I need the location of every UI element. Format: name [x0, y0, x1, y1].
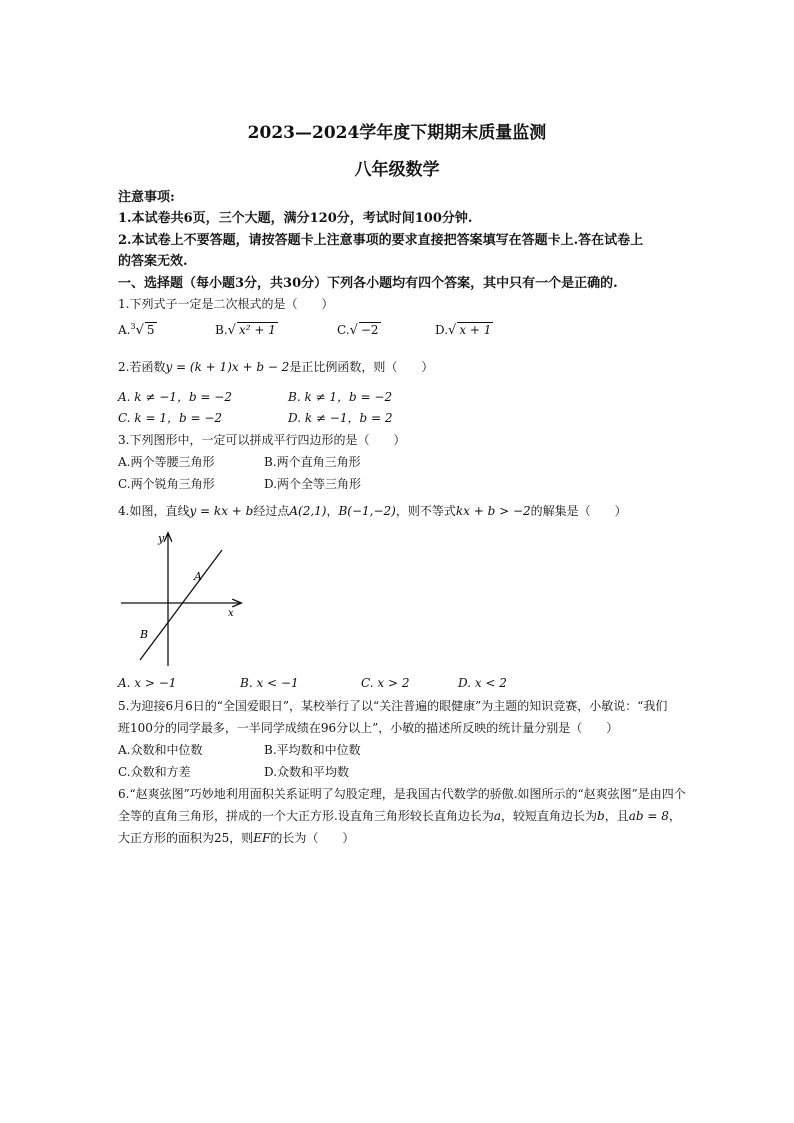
q1-option-d-radicand: x + 1 — [459, 323, 492, 337]
q1-option-a: A.$^3$√ 5 — [118, 322, 155, 338]
q6-ef: EF — [253, 831, 271, 845]
question-4-stem — [118, 502, 627, 519]
q1-option-b: B.√ x² + 1 — [215, 323, 276, 338]
section-1-heading: 一、选择题（每小题3分，共30分）下列各小题均有四个答案，其中只有一个是正确的. — [118, 276, 618, 291]
notice-heading: 注意事项: — [118, 190, 175, 205]
q2-option-b: B. k ≠ 1，b = −2 — [288, 390, 393, 404]
question-5-line1: 5.为迎接6月6日的“全国爱眼日”，某校举行了以“关注普遍的眼健康”为主题的知识竞赛，小敏说：“我们 — [118, 699, 668, 713]
q5-option-a: A.众数和中位数 — [118, 743, 203, 757]
q6-var-a: a — [493, 809, 501, 823]
q4-option-b: B. x < −1 — [240, 676, 299, 690]
exam-subject: 八年级数学 — [354, 160, 440, 180]
q4-stem-mid2: ，则不等式 — [395, 504, 456, 518]
q6-line2-mid: ，较短直角边长为 — [500, 809, 597, 823]
x-axis-label: x — [228, 608, 234, 619]
q1-option-d-label: D. — [435, 323, 449, 337]
q4-option-d: D. x < 2 — [458, 676, 507, 690]
question-6-line3 — [118, 829, 354, 846]
q4-stem-post: 的解集是（ ） — [530, 504, 627, 518]
y-axis-label: y — [158, 532, 165, 545]
q1-option-a-label: A. — [118, 323, 131, 337]
notice-item-1: 1.本试卷共6页，三个大题，满分120分，考试时间100分钟. — [118, 211, 473, 226]
q1-option-c: C.√ −2 — [337, 323, 379, 338]
question-1-stem: 1.下列式子一定是二次根式的是（ ） — [118, 297, 334, 311]
q6-line3-pre: 大正方形的面积为25，则 — [118, 831, 254, 845]
exam-title: 2023—2024学年度下期期末质量监测 — [247, 123, 547, 143]
line-kx-plus-b — [140, 550, 222, 660]
q4-inequality: kx + b > −2 — [455, 504, 531, 518]
q4-graph-figure — [118, 528, 248, 668]
q1-option-c-radicand: −2 — [360, 323, 379, 337]
question-2-stem — [118, 358, 433, 375]
q3-option-d: D.两个全等三角形 — [264, 477, 362, 491]
question-6-line2 — [118, 807, 681, 824]
question-5-line2: 班100分的同学最多，一半同学成绩在96分以上”，小敏的描述所反映的统计量分别是（ ） — [118, 721, 619, 735]
q2-option-a: A. k ≠ −1，b = −2 — [118, 390, 232, 404]
q5-option-b: B.平均数和中位数 — [264, 743, 361, 757]
q5-option-c: C.众数和方差 — [118, 765, 191, 779]
q6-ab-equation: ab = 8 — [628, 809, 669, 823]
q2-option-c: C. k = 1，b = −2 — [118, 411, 223, 425]
q1-option-b-label: B. — [215, 323, 228, 337]
q6-line2-end: ， — [668, 809, 681, 823]
q6-line2-pre: 全等的直角三角形，拼成的一个大正方形.设直角三角形较长直角边长为 — [118, 809, 494, 823]
q6-line2-mid2: ，且 — [604, 809, 629, 823]
q4-stem-pre: 4.如图，直线 — [118, 504, 190, 518]
point-a-label: A — [194, 570, 202, 583]
q4-option-c: C. x > 2 — [361, 676, 410, 690]
notice-item-2-line1: 2.本试卷上不要答题，请按答题卡上注意事项的要求直接把答案填写在答题卡上.答在试卷上 — [118, 233, 644, 248]
q1-option-c-label: C. — [337, 323, 350, 337]
q3-option-a: A.两个等腰三角形 — [118, 455, 215, 469]
q6-var-b: b — [597, 809, 605, 823]
q2-option-d: D. k ≠ −1，b = 2 — [288, 411, 393, 425]
q4-stem-mid: 经过点 — [253, 504, 290, 518]
q6-line3-post: 的长为（ ） — [270, 831, 355, 845]
q1-option-b-radicand: x² + 1 — [238, 323, 276, 337]
q3-option-c: C.两个锐角三角形 — [118, 477, 215, 491]
notice-item-2-line2: 的答案无效. — [118, 254, 188, 269]
q3-option-b: B.两个直角三角形 — [264, 455, 361, 469]
q1-option-a-radicand: 5 — [146, 323, 155, 337]
q5-option-d: D.众数和平均数 — [264, 765, 350, 779]
q2-stem-post: 是正比例函数，则（ ） — [289, 360, 434, 374]
q4-line-equation: y = kx + b — [189, 504, 254, 518]
q4-option-a: A. x > −1 — [118, 676, 177, 690]
q1-option-a-index: 3 — [130, 322, 136, 331]
q4-point-a: A(2,1) — [289, 504, 327, 518]
question-3-stem: 3.下列图形中，一定可以拼成平行四边形的是（ ） — [118, 433, 406, 447]
q2-function: y = (k + 1)x + b − 2 — [165, 360, 290, 374]
point-b-label: B — [140, 628, 149, 641]
q1-option-d: D.√ x + 1 — [435, 323, 492, 338]
q4-point-b: B(−1,−2) — [338, 504, 396, 518]
q2-stem-pre: 2.若函数 — [118, 360, 166, 374]
q4-comma: ， — [326, 504, 339, 518]
question-6-line1: 6.“赵爽弦图”巧妙地利用面积关系证明了勾股定理，是我国古代数学的骄傲.如图所示的“赵爽弦图”是由四个 — [118, 787, 686, 801]
